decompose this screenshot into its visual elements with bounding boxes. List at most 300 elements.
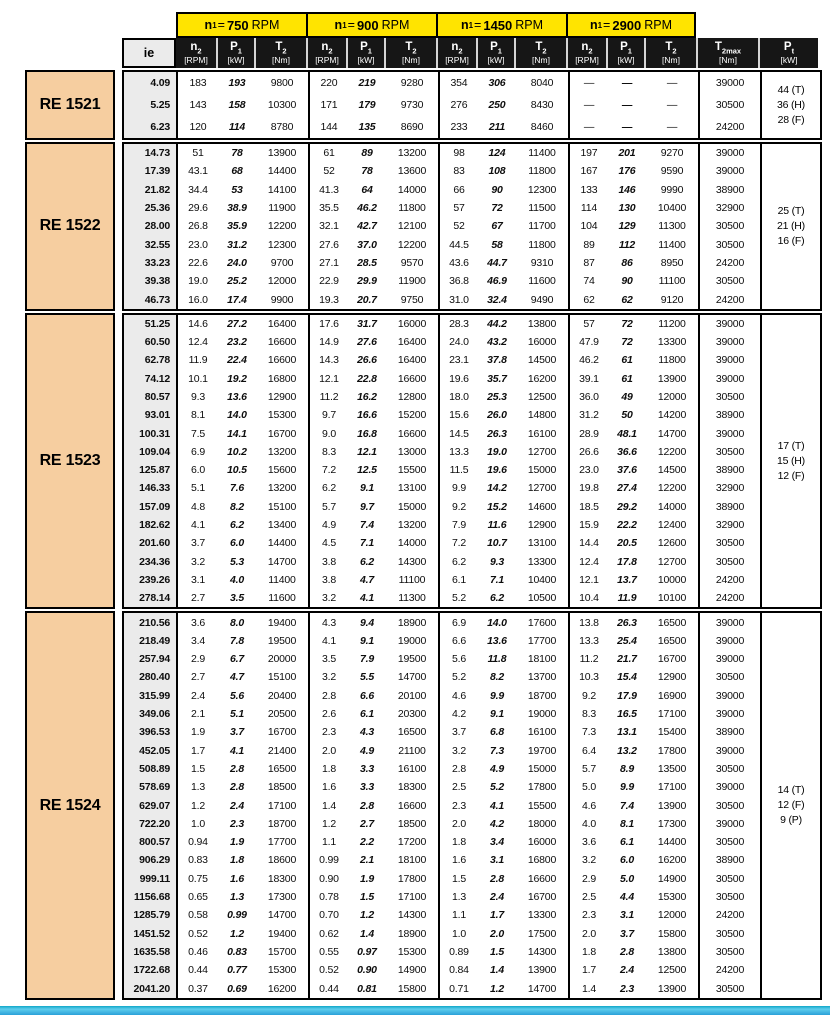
- value-cell-n2: 43.6: [438, 254, 478, 272]
- value-cell-t2: 20500: [267, 708, 297, 721]
- value-cell-t2: 14500: [657, 464, 687, 477]
- value-cell-p1: 219: [358, 77, 376, 89]
- value-cell-t2: 20000: [267, 653, 297, 666]
- value-cell-p1: 58: [491, 238, 503, 251]
- t2max-cell: 24200: [698, 589, 760, 607]
- value-cell-t2: 12100: [397, 220, 427, 233]
- value-cell-p1: 7.1: [490, 573, 504, 586]
- value-cell-n2: 4.3: [308, 613, 348, 631]
- value-cell-p1: 1.9: [360, 872, 374, 885]
- value-cell-p1: 1.9: [230, 836, 244, 849]
- value-cell-n2: 22.9: [308, 272, 348, 290]
- value-cell-n2: 1.8: [568, 943, 608, 961]
- value-cell-n2: 6.9: [191, 445, 205, 458]
- ratio-cell: 906.29: [124, 851, 178, 869]
- ratio-cell: 5.25: [124, 94, 178, 116]
- model-label: RE 1524: [25, 611, 115, 999]
- value-cell-t2: 12300: [267, 238, 297, 251]
- value-cell-n2: 1.0: [191, 817, 205, 830]
- value-cell-p1: 4.3: [360, 726, 374, 739]
- value-cell-n2: 233: [438, 116, 478, 138]
- value-cell-p1: 19.2: [227, 372, 247, 385]
- t2max-cell: 30500: [698, 888, 760, 906]
- value-cell-t2: 16500: [267, 762, 297, 775]
- value-cell-t2: 13900: [657, 372, 687, 385]
- value-cell-p1: 9.9: [620, 781, 634, 794]
- value-cell-p1: 16.2: [357, 391, 377, 403]
- value-cell-n2: 12.4: [568, 553, 608, 571]
- value-cell-p1: 27.2: [227, 317, 247, 330]
- value-cell-t2: 18700: [267, 817, 297, 830]
- value-cell-t2: 12200: [267, 220, 297, 233]
- value-cell-p1: 35.9: [227, 220, 247, 233]
- value-cell-n2: 4.9: [308, 516, 348, 534]
- value-cell-p1: 306: [488, 77, 506, 89]
- ratio-cell: 257.94: [124, 650, 178, 668]
- value-cell-p1: 20.5: [617, 537, 637, 550]
- value-cell-t2: 16500: [657, 616, 687, 629]
- value-cell-p1: 14.0: [227, 409, 247, 422]
- value-cell-n2: 0.46: [188, 945, 208, 958]
- value-cell-p1: 4.9: [490, 762, 504, 775]
- value-cell-n2: 120: [189, 121, 207, 133]
- value-cell-t2: 16800: [527, 854, 557, 867]
- t2max-cell: 30500: [698, 833, 760, 851]
- column-header-n2: $n_2$ [RPM]: [306, 38, 346, 68]
- value-cell-p1: 176: [618, 165, 636, 178]
- pt-rating-line: 28 (F): [777, 113, 805, 126]
- value-cell-p1: —: [621, 77, 633, 89]
- pt-rating-cell: [760, 315, 820, 608]
- value-cell-n2: 74: [568, 272, 608, 290]
- spec-grid: [122, 142, 822, 311]
- value-cell-n2: 18.0: [438, 388, 478, 406]
- value-cell-t2: 9730: [400, 99, 424, 111]
- ratio-cell: 396.53: [124, 723, 178, 741]
- ratio-cell: 1722.68: [124, 961, 178, 979]
- value-cell-n2: 3.8: [308, 571, 348, 589]
- value-cell-n2: 6.2: [438, 553, 478, 571]
- value-cell-p1: 17.4: [227, 293, 247, 306]
- value-cell-n2: 4.8: [191, 500, 205, 513]
- value-cell-p1: 201: [618, 147, 636, 160]
- t2max-cell: 30500: [698, 870, 760, 888]
- value-cell-p1: 2.4: [490, 891, 504, 904]
- value-cell-t2: —: [666, 77, 678, 89]
- value-cell-n2: 143: [189, 99, 207, 111]
- value-cell-n2: 3.2: [438, 742, 478, 760]
- column-header-t2: $T_2$ [Nm]: [514, 38, 566, 68]
- value-cell-p1: 0.81: [357, 982, 377, 995]
- t2max-cell: 30500: [698, 235, 760, 253]
- value-cell-t2: 14400: [267, 537, 297, 550]
- value-cell-p1: 2.2: [360, 836, 374, 849]
- ratio-cell: 6.23: [124, 116, 178, 138]
- value-cell-t2: 17200: [397, 836, 427, 849]
- value-cell-p1: 211: [488, 121, 506, 133]
- value-cell-n2: 57: [438, 199, 478, 217]
- ratio-cell: 629.07: [124, 796, 178, 814]
- value-cell-p1: 2.8: [360, 799, 374, 812]
- value-cell-p1: 4.1: [230, 744, 244, 757]
- value-cell-p1: 1.7: [490, 909, 504, 922]
- value-cell-n2: 2.3: [438, 796, 478, 814]
- value-cell-n2: 7.5: [191, 427, 205, 440]
- value-cell-t2: 20400: [267, 689, 297, 702]
- value-cell-n2: 57: [568, 315, 608, 333]
- value-cell-t2: 12000: [267, 275, 297, 288]
- value-cell-n2: 1.7: [191, 744, 205, 757]
- value-cell-n2: 9.7: [308, 406, 348, 424]
- value-cell-p1: 1.5: [360, 891, 374, 904]
- value-cell-n2: 10.3: [568, 668, 608, 686]
- value-cell-p1: 26.0: [487, 409, 507, 422]
- ratio-cell: 239.26: [124, 571, 178, 589]
- value-cell-p1: 50: [621, 409, 633, 422]
- t2max-cell: 39000: [698, 687, 760, 705]
- pt-rating-line: 16 (F): [777, 234, 805, 247]
- value-cell-t2: 15500: [397, 464, 427, 477]
- ratio-cell: 1451.52: [124, 924, 178, 942]
- value-cell-p1: 124: [488, 147, 506, 160]
- column-header-t2: $T_2$ [Nm]: [384, 38, 436, 68]
- value-cell-n2: 14.3: [308, 351, 348, 369]
- value-cell-n2: 19.6: [438, 370, 478, 388]
- t2max-cell: 38900: [698, 406, 760, 424]
- value-cell-p1: 179: [358, 99, 376, 111]
- value-cell-n2: 3.2: [191, 555, 205, 568]
- value-cell-n2: 0.37: [188, 982, 208, 995]
- value-cell-n2: 1.8: [438, 833, 478, 851]
- value-cell-t2: 11800: [658, 354, 686, 367]
- value-cell-n2: 66: [438, 181, 478, 199]
- value-cell-t2: 12300: [527, 183, 557, 196]
- value-cell-n2: 114: [568, 199, 608, 217]
- value-cell-n2: 14.5: [438, 424, 478, 442]
- value-cell-n2: 0.78: [308, 888, 348, 906]
- value-cell-p1: 2.8: [230, 762, 244, 775]
- value-cell-t2: 19400: [267, 927, 297, 940]
- value-cell-n2: 11.9: [188, 354, 208, 367]
- value-cell-t2: —: [666, 121, 678, 133]
- value-cell-t2: 17800: [397, 872, 427, 885]
- value-cell-n2: 9.9: [438, 479, 478, 497]
- value-cell-p1: 86: [621, 256, 633, 269]
- value-cell-p1: 6.2: [230, 519, 244, 532]
- value-cell-p1: 1.3: [230, 891, 244, 904]
- value-cell-p1: 8.2: [230, 500, 244, 513]
- value-cell-p1: 26.6: [357, 354, 377, 367]
- model-label: RE 1521: [25, 70, 115, 140]
- column-header-n2: $n_2$ [RPM]: [566, 38, 606, 68]
- value-cell-n2: 0.83: [188, 854, 208, 867]
- value-cell-n2: 23.0: [188, 238, 208, 251]
- ratio-cell: 182.62: [124, 516, 178, 534]
- column-header-p1: $P_1$ [kW]: [476, 38, 514, 68]
- value-cell-n2: 5.6: [438, 650, 478, 668]
- value-cell-t2: 16000: [527, 336, 557, 349]
- value-cell-t2: 13900: [267, 147, 297, 160]
- t2max-cell: 30500: [698, 534, 760, 552]
- value-cell-n2: 7.2: [308, 461, 348, 479]
- value-cell-p1: 4.1: [360, 592, 374, 605]
- t2max-cell: 24200: [698, 116, 760, 138]
- t2max-cell: 30500: [698, 760, 760, 778]
- value-cell-n2: 31.2: [568, 406, 608, 424]
- value-cell-p1: 19.6: [487, 464, 507, 477]
- value-cell-n2: 1.8: [308, 760, 348, 778]
- value-cell-t2: 13500: [657, 762, 687, 775]
- value-cell-t2: 11200: [658, 317, 686, 330]
- value-cell-n2: 4.2: [438, 705, 478, 723]
- value-cell-n2: 133: [568, 181, 608, 199]
- value-cell-p1: 35.7: [487, 372, 507, 385]
- t2max-cell: 30500: [698, 943, 760, 961]
- value-cell-p1: 4.7: [230, 671, 244, 684]
- value-cell-p1: 10.7: [487, 537, 507, 550]
- value-cell-n2: 11.2: [308, 388, 348, 406]
- value-cell-p1: 15.2: [487, 500, 507, 513]
- value-cell-p1: 78: [361, 165, 373, 178]
- value-cell-p1: 1.4: [360, 927, 374, 940]
- value-cell-n2: 36.8: [438, 272, 478, 290]
- value-cell-n2: 6.2: [308, 479, 348, 497]
- value-cell-t2: 15000: [397, 500, 427, 513]
- value-cell-t2: —: [666, 99, 678, 111]
- value-cell-t2: 15100: [267, 500, 297, 513]
- value-cell-t2: 12000: [657, 391, 687, 403]
- value-cell-p1: 1.6: [230, 872, 244, 885]
- value-cell-t2: 18500: [267, 781, 297, 794]
- ratio-cell: 4.09: [124, 72, 178, 94]
- value-cell-n2: 7.9: [438, 516, 478, 534]
- value-cell-p1: 17.9: [617, 689, 637, 702]
- value-cell-n2: 4.5: [308, 534, 348, 552]
- value-cell-p1: 64: [361, 183, 373, 196]
- value-cell-t2: 11900: [268, 202, 296, 215]
- value-cell-n2: 1.6: [438, 851, 478, 869]
- value-cell-p1: 7.6: [230, 482, 244, 495]
- value-cell-n2: 28.3: [438, 315, 478, 333]
- model-section: [25, 70, 822, 140]
- value-cell-t2: 16800: [267, 372, 297, 385]
- pt-rating-cell: [760, 72, 820, 138]
- sections: [25, 70, 822, 1000]
- value-cell-t2: 9570: [400, 256, 424, 269]
- value-cell-t2: 14500: [527, 354, 557, 367]
- value-cell-t2: 15600: [267, 464, 297, 477]
- value-cell-t2: 9490: [530, 293, 554, 306]
- value-cell-t2: 13700: [527, 671, 557, 684]
- value-cell-p1: 8.0: [230, 616, 244, 629]
- value-cell-n2: 31.0: [438, 290, 478, 308]
- pt-rating-cell: [760, 613, 820, 997]
- value-cell-t2: 16000: [527, 836, 557, 849]
- value-cell-n2: 3.6: [191, 616, 205, 629]
- value-cell-n2: 2.8: [438, 760, 478, 778]
- value-cell-n2: 0.55: [308, 943, 348, 961]
- t2max-cell: 38900: [698, 723, 760, 741]
- value-cell-p1: 3.1: [620, 909, 634, 922]
- value-cell-p1: 0.97: [357, 945, 377, 958]
- value-cell-p1: 72: [621, 336, 633, 349]
- pt-rating-line: 44 (T): [777, 83, 805, 96]
- value-cell-n2: 9.2: [438, 498, 478, 516]
- t2max-cell: 39000: [698, 815, 760, 833]
- value-cell-t2: 9590: [660, 165, 684, 178]
- ratio-cell: 201.60: [124, 534, 178, 552]
- value-cell-p1: 9.1: [360, 482, 374, 495]
- value-cell-t2: 16200: [657, 854, 687, 867]
- value-cell-n2: 1.3: [191, 781, 205, 794]
- value-cell-p1: 2.7: [360, 817, 374, 830]
- value-cell-p1: 129: [618, 220, 636, 233]
- value-cell-n2: 52: [438, 217, 478, 235]
- value-cell-p1: 6.0: [620, 854, 634, 867]
- value-cell-t2: 14600: [527, 500, 557, 513]
- t2max-cell: 39000: [698, 370, 760, 388]
- value-cell-n2: 10.1: [188, 372, 208, 385]
- value-cell-t2: 13900: [657, 982, 687, 995]
- value-cell-t2: 14300: [397, 909, 427, 922]
- value-cell-t2: 10300: [267, 99, 297, 111]
- value-cell-t2: 16000: [397, 317, 427, 330]
- value-cell-t2: 12200: [397, 238, 427, 251]
- value-cell-n2: 1.7: [568, 961, 608, 979]
- ratio-cell: 100.31: [124, 424, 178, 442]
- value-cell-p1: 12.1: [357, 445, 377, 458]
- value-cell-t2: 17600: [527, 616, 557, 629]
- value-cell-n2: 12.1: [568, 571, 608, 589]
- ratio-cell: 46.73: [124, 290, 178, 308]
- value-cell-t2: 11800: [398, 202, 426, 215]
- value-cell-t2: 21400: [267, 744, 297, 757]
- value-cell-t2: 9990: [660, 183, 684, 196]
- ratio-cell: 2041.20: [124, 979, 178, 997]
- value-cell-n2: 15.9: [568, 516, 608, 534]
- value-cell-t2: 14700: [267, 909, 297, 922]
- ratio-cell: 109.04: [124, 443, 178, 461]
- value-cell-n2: 34.4: [188, 183, 208, 196]
- value-cell-t2: 16700: [267, 427, 297, 440]
- value-cell-t2: 12500: [657, 964, 687, 977]
- ratio-cell: 32.55: [124, 235, 178, 253]
- value-cell-p1: 11.9: [617, 592, 637, 605]
- value-cell-n2: 6.6: [438, 632, 478, 650]
- value-cell-t2: 12700: [527, 482, 557, 495]
- value-cell-n2: 4.6: [568, 796, 608, 814]
- value-cell-p1: 16.8: [357, 427, 377, 440]
- value-cell-t2: 16500: [397, 726, 427, 739]
- value-cell-p1: 22.8: [357, 372, 377, 385]
- value-cell-p1: 0.69: [227, 982, 247, 995]
- value-cell-p1: 8.9: [620, 762, 634, 775]
- t2max-cell: 39000: [698, 162, 760, 180]
- value-cell-p1: 37.0: [357, 238, 377, 251]
- t2max-cell: 30500: [698, 924, 760, 942]
- value-cell-n2: 19.8: [568, 479, 608, 497]
- value-cell-n2: 0.44: [308, 979, 348, 997]
- value-cell-n2: 19.0: [188, 275, 208, 288]
- value-cell-t2: 13200: [397, 519, 427, 532]
- column-header-t2: $T_2$ [Nm]: [254, 38, 306, 68]
- value-cell-n2: 5.7: [308, 498, 348, 516]
- value-cell-t2: 16600: [527, 872, 557, 885]
- value-cell-n2: 29.6: [188, 202, 208, 215]
- value-cell-p1: 9.3: [490, 555, 504, 568]
- value-cell-n2: 3.2: [308, 589, 348, 607]
- value-cell-p1: 13.2: [617, 744, 637, 757]
- column-header-p1: $P_1$ [kW]: [216, 38, 254, 68]
- column-header-t2: $T_2$ [Nm]: [644, 38, 696, 68]
- value-cell-n2: 3.2: [568, 851, 608, 869]
- value-cell-p1: 2.8: [490, 872, 504, 885]
- rpm-group-header-1450: n 1 = 1450 RPM: [436, 12, 566, 38]
- value-cell-n2: 0.71: [438, 979, 478, 997]
- value-cell-t2: 9280: [400, 77, 424, 89]
- value-cell-t2: 13300: [657, 336, 687, 349]
- value-cell-p1: 67: [491, 220, 503, 233]
- column-header-pt: $P_t$ [kW]: [758, 38, 818, 68]
- spec-grid: [122, 70, 822, 140]
- value-cell-t2: 15700: [267, 945, 297, 958]
- value-cell-p1: 24.0: [227, 256, 247, 269]
- value-cell-t2: 10400: [527, 573, 557, 586]
- value-cell-p1: 17.8: [617, 555, 637, 568]
- value-cell-n2: 1.1: [308, 833, 348, 851]
- value-cell-n2: 2.9: [191, 653, 205, 666]
- value-cell-t2: 11800: [528, 165, 556, 178]
- value-cell-p1: 8.2: [490, 671, 504, 684]
- value-cell-p1: 2.3: [620, 982, 634, 995]
- value-cell-t2: 16600: [267, 354, 297, 367]
- value-cell-n2: 5.1: [191, 482, 205, 495]
- rpm-group-header-750: n 1 = 750 RPM: [176, 12, 306, 38]
- value-cell-n2: 27.1: [308, 254, 348, 272]
- t2max-cell: 38900: [698, 181, 760, 199]
- value-cell-t2: 13300: [527, 909, 557, 922]
- value-cell-t2: 13900: [527, 964, 557, 977]
- value-cell-p1: 25.4: [617, 634, 637, 647]
- value-cell-n2: 23.1: [438, 351, 478, 369]
- ratio-cell: 21.82: [124, 181, 178, 199]
- value-cell-t2: 11700: [528, 220, 556, 233]
- value-cell-n2: 1.1: [438, 906, 478, 924]
- ratio-cell: 1285.79: [124, 906, 178, 924]
- model-section: [25, 313, 822, 610]
- value-cell-n2: 171: [308, 94, 348, 116]
- t2max-cell: 39000: [698, 778, 760, 796]
- value-cell-t2: 14000: [657, 500, 687, 513]
- value-cell-p1: 146: [618, 183, 636, 196]
- value-cell-n2: 0.89: [438, 943, 478, 961]
- value-cell-p1: 5.2: [490, 781, 504, 794]
- value-cell-n2: 32.1: [308, 217, 348, 235]
- value-cell-p1: 114: [228, 121, 246, 133]
- value-cell-t2: 14700: [397, 671, 427, 684]
- value-cell-p1: 7.4: [620, 799, 634, 812]
- value-cell-p1: 13.1: [617, 726, 637, 739]
- value-cell-t2: 16600: [397, 372, 427, 385]
- value-cell-p1: 4.1: [490, 799, 504, 812]
- value-cell-n2: 35.5: [308, 199, 348, 217]
- value-cell-t2: 17100: [397, 891, 427, 904]
- value-cell-t2: 16500: [657, 634, 687, 647]
- value-cell-p1: 27.4: [617, 482, 637, 495]
- value-cell-n2: 13.3: [438, 443, 478, 461]
- value-cell-n2: 8.3: [308, 443, 348, 461]
- ratio-cell: 578.69: [124, 778, 178, 796]
